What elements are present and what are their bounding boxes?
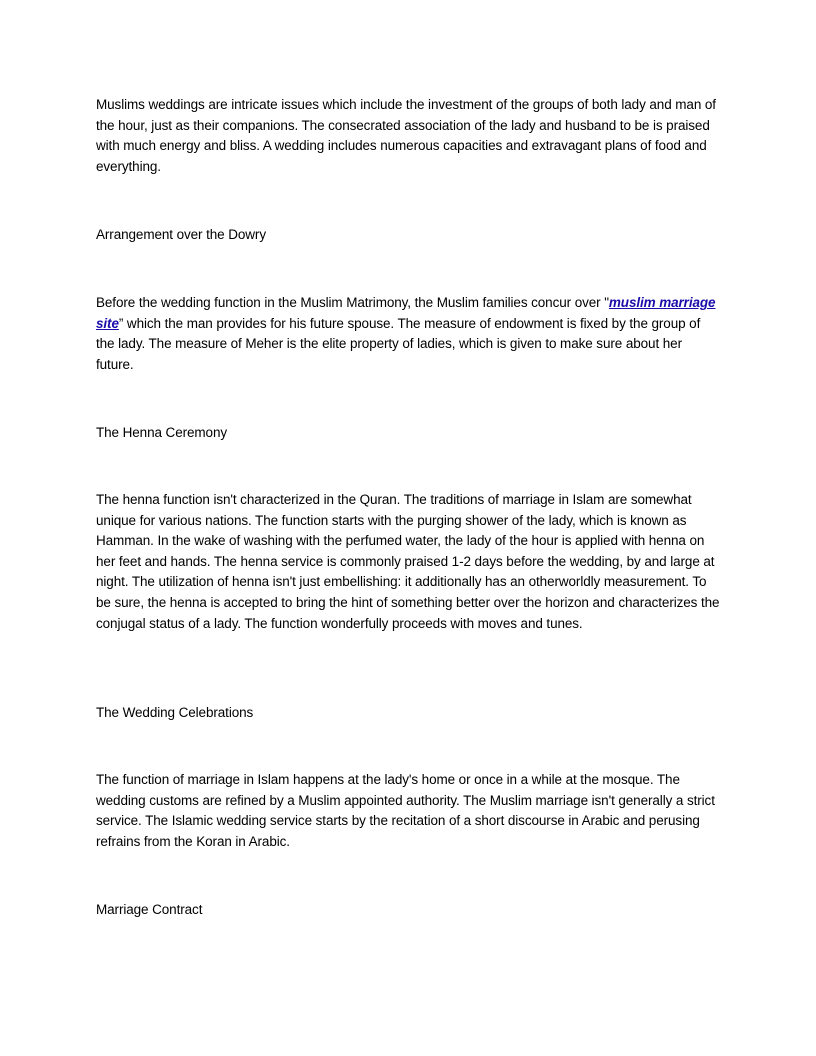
dowry-text-before-link: Before the wedding function in the Muslim Matrimony, the Muslim families concur over " xyxy=(96,295,609,310)
dowry-paragraph xyxy=(96,293,722,375)
heading-marriage-contract: Marriage Contract xyxy=(96,902,203,917)
heading-henna: The Henna Ceremony xyxy=(96,425,228,440)
wedding-paragraph: The function of marriage in Islam happens at the lady's home or once in a while at the mosque. The wedding customs are refined by a Muslim appointed authority. The Muslim marriage isn't generally a strict service. The Islamic wedding service starts by the recitation of a short discourse in Arabic and perusing refrains from the Koran in Arabic. xyxy=(96,772,715,849)
henna-paragraph: The henna function isn't characterized in the Quran. The traditions of marriage in Islam are somewhat unique for various nations. The function starts with the purging shower of the lady, which is known as Hamman. In the wake of washing with the perfumed water, the lady of the hour is applied with henna on her feet and hands. The henna service is commonly praised 1-2 days before the wedding, by and large at night. The utilization of henna isn't just embellishing: it additionally has an otherworldly measurement. To be sure, the henna is accepted to bring the hint of something better over the horizon and characterizes the conjugal status of a lady. The function wonderfully proceeds with moves and tunes. xyxy=(96,492,720,631)
heading-wedding-celebrations: The Wedding Celebrations xyxy=(96,705,254,720)
heading-dowry: Arrangement over the Dowry xyxy=(96,227,266,242)
dowry-text-after-link: ” which the man provides for his future spouse. The measure of endowment is fixed by the group of the lady. The measure of Meher is the elite property of ladies, which is given to make sure about her future. xyxy=(96,315,701,372)
intro-paragraph: Muslims weddings are intricate issues which include the investment of the groups of both lady and man of the hour, just as their companions. The consecrated association of the lady and husband to be is praised with much energy and bliss. A wedding includes numerous capacities and extravagant plans of food and everything. xyxy=(96,97,716,174)
muslim-marriage-site-link[interactable]: muslim marriage site xyxy=(96,295,716,331)
